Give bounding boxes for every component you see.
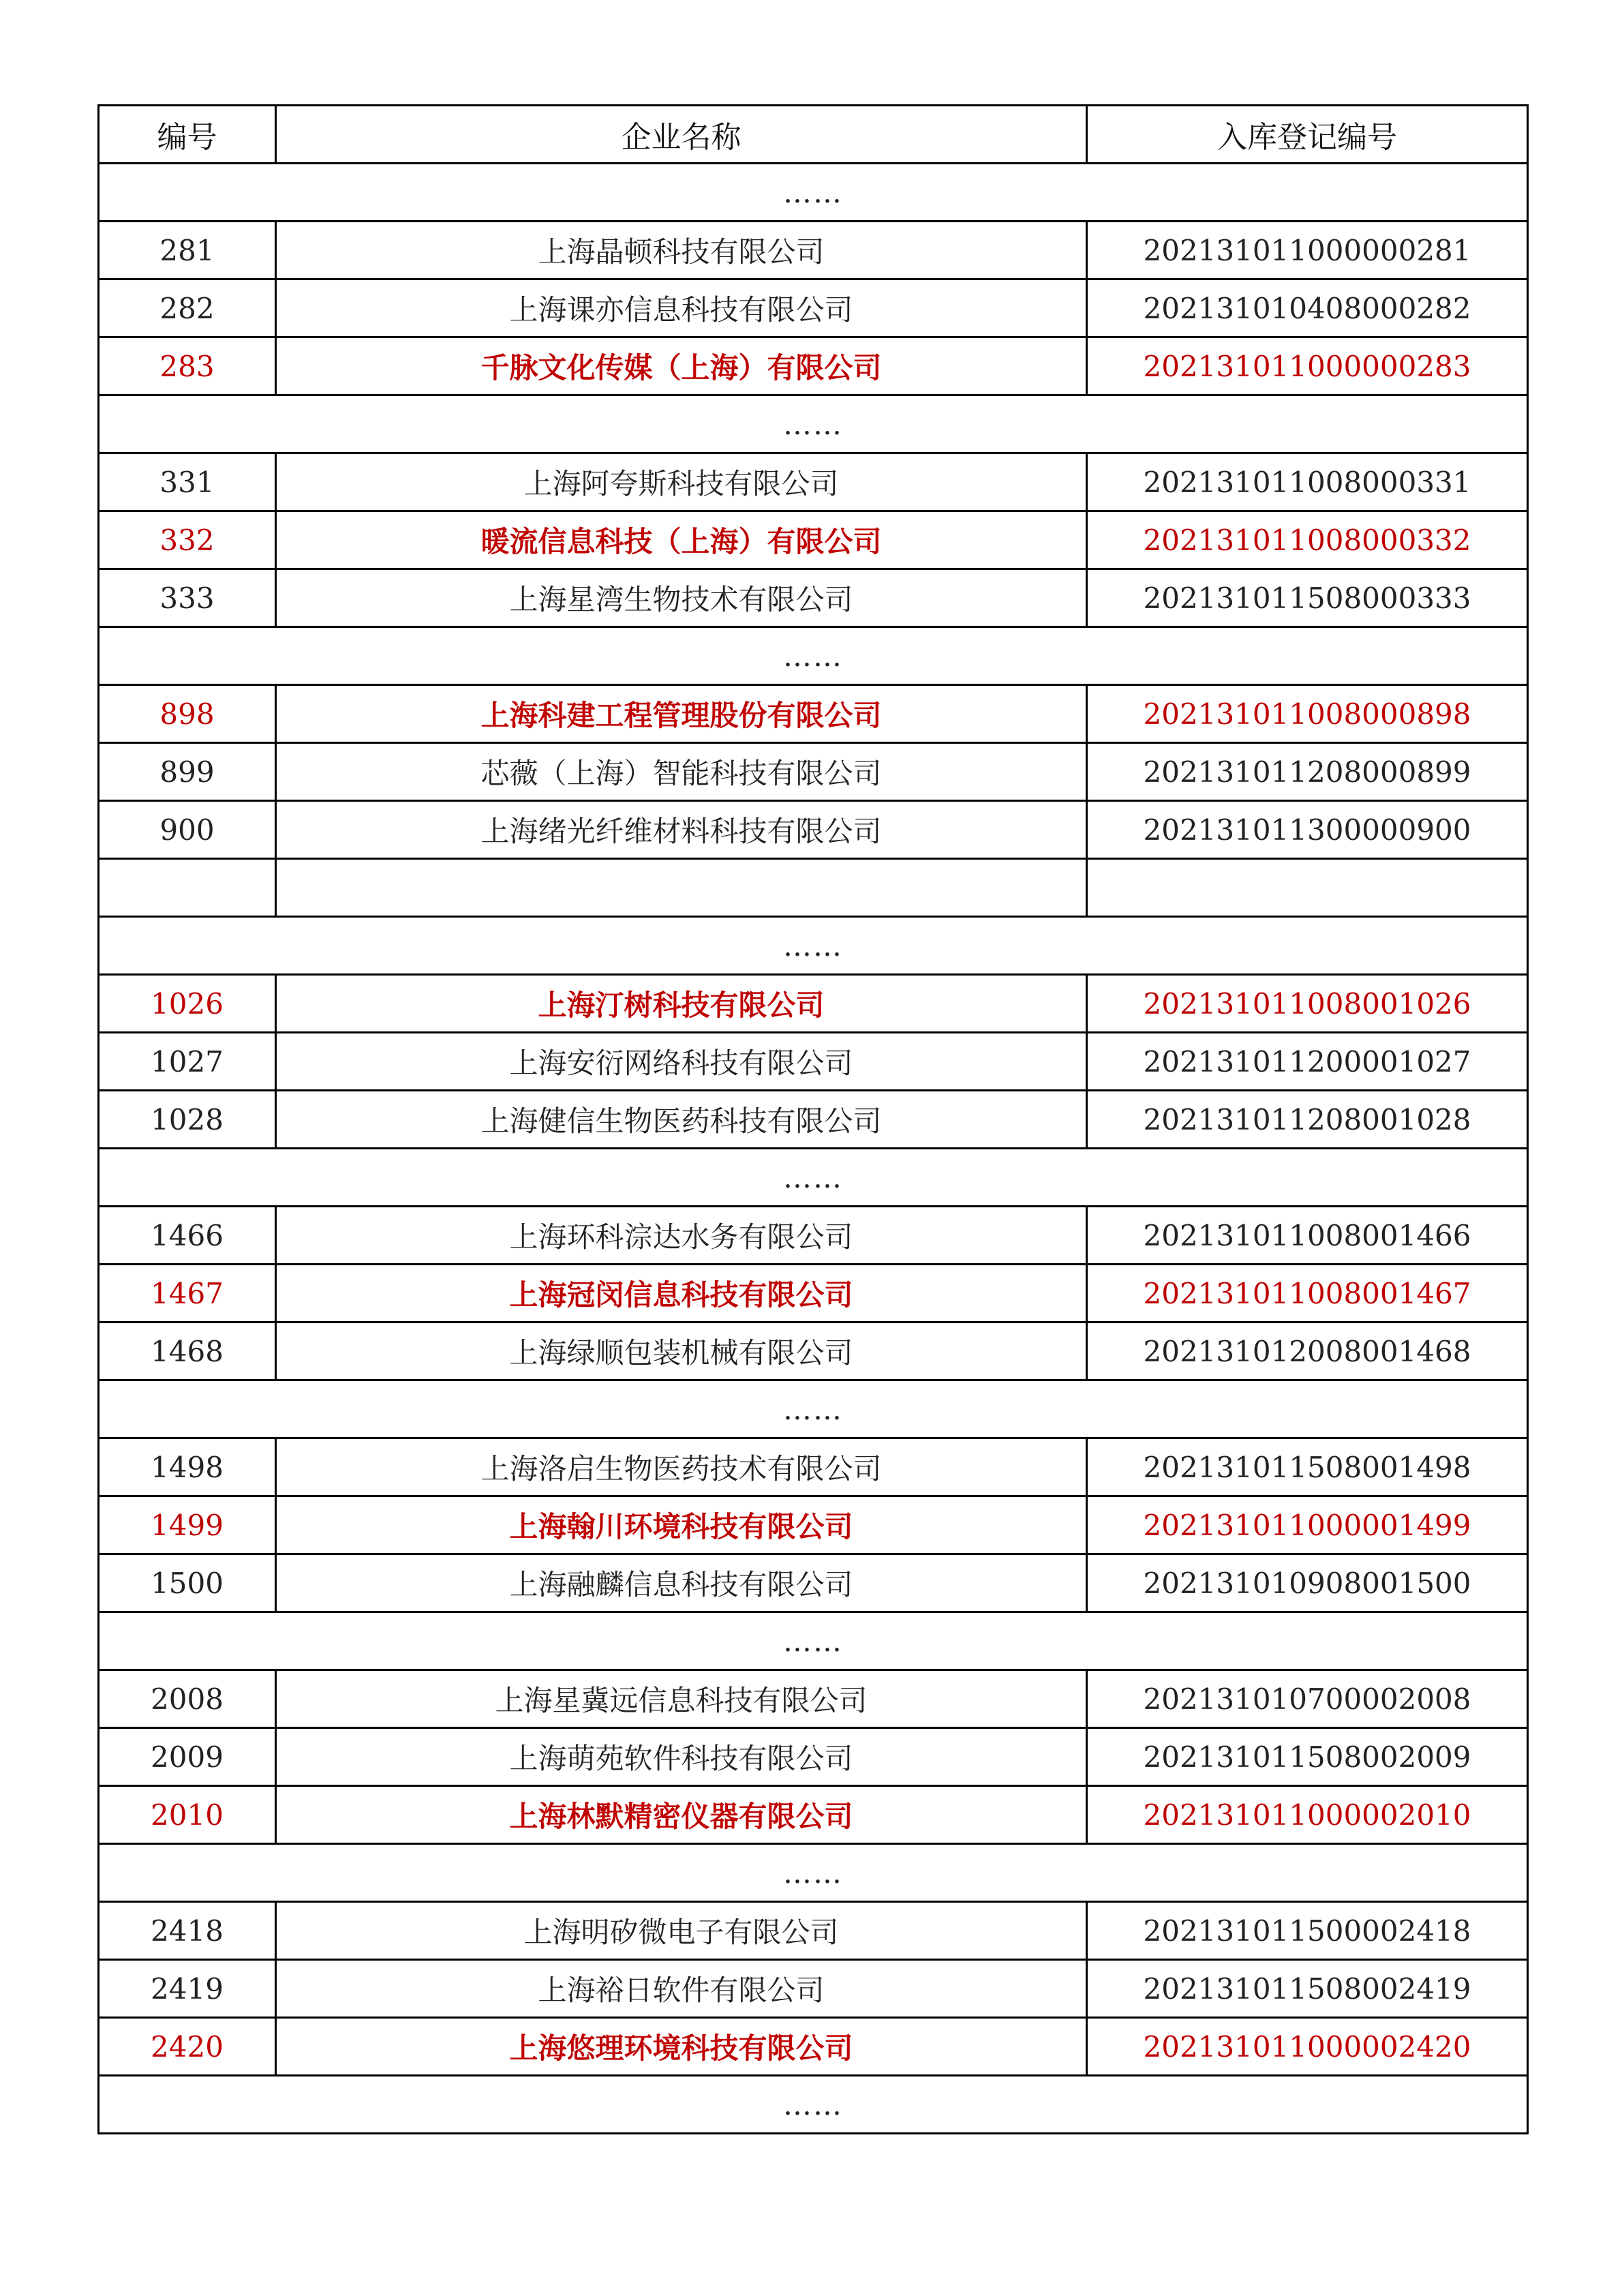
ellipsis-row [99, 395, 1528, 453]
cell-number: 1027 [99, 1033, 276, 1091]
cell-registration-number: 202131011508001498 [1087, 1438, 1528, 1496]
cell-company-name: 上海明矽微电子有限公司 [276, 1902, 1087, 1960]
cell-registration-number: 202131011208000899 [1087, 743, 1528, 801]
ellipsis-row [99, 1149, 1528, 1207]
ellipsis-cell: …… [99, 395, 1528, 453]
cell-registration-number: 202131011008001026 [1087, 975, 1528, 1033]
blank-row [99, 859, 1528, 917]
ellipsis-row [99, 1844, 1528, 1902]
cell-registration-number: 202131010700002008 [1087, 1670, 1528, 1728]
ellipsis-cell: …… [99, 2076, 1528, 2134]
cell-number: 282 [99, 280, 276, 337]
cell-registration-number: 202131011508002009 [1087, 1728, 1528, 1786]
ellipsis-cell: …… [99, 1380, 1528, 1438]
cell-registration-number: 202131011008001467 [1087, 1265, 1528, 1323]
cell-registration-number: 202131011500002418 [1087, 1902, 1528, 1960]
cell-number: 2010 [99, 1786, 276, 1844]
cell-number: 2008 [99, 1670, 276, 1728]
blank-cell [276, 859, 1087, 917]
cell-registration-number: 202131011008000332 [1087, 511, 1528, 569]
table-row [99, 743, 1528, 801]
cell-company-name: 千脉文化传媒（上海）有限公司 [276, 337, 1087, 395]
cell-registration-number: 202131011300000900 [1087, 801, 1528, 859]
ellipsis-row [99, 627, 1528, 685]
cell-company-name: 上海冠闵信息科技有限公司 [276, 1265, 1087, 1323]
table-row [99, 1728, 1528, 1786]
ellipsis-cell: …… [99, 627, 1528, 685]
cell-number: 1467 [99, 1265, 276, 1323]
cell-number: 2419 [99, 1960, 276, 2018]
table-row [99, 685, 1528, 743]
cell-number: 1468 [99, 1323, 276, 1380]
table-row [99, 1033, 1528, 1091]
cell-company-name: 上海萌苑软件科技有限公司 [276, 1728, 1087, 1786]
cell-number: 900 [99, 801, 276, 859]
ellipsis-row [99, 164, 1528, 222]
ellipsis-row [99, 2076, 1528, 2134]
table-row [99, 975, 1528, 1033]
cell-company-name: 上海融麟信息科技有限公司 [276, 1554, 1087, 1612]
cell-registration-number: 202131011008001466 [1087, 1207, 1528, 1265]
table-row [99, 1091, 1528, 1149]
cell-number: 2418 [99, 1902, 276, 1960]
cell-number: 281 [99, 222, 276, 280]
cell-registration-number: 202131011000000281 [1087, 222, 1528, 280]
table-row [99, 222, 1528, 280]
cell-company-name: 上海悠理环境科技有限公司 [276, 2018, 1087, 2076]
table-row [99, 1960, 1528, 2018]
cell-company-name: 上海安衍网络科技有限公司 [276, 1033, 1087, 1091]
header-company-name: 企业名称 [276, 106, 1087, 164]
cell-number: 1026 [99, 975, 276, 1033]
cell-registration-number: 202131011000002010 [1087, 1786, 1528, 1844]
ellipsis-cell: …… [99, 1612, 1528, 1670]
cell-company-name: 上海绿顺包装机械有限公司 [276, 1323, 1087, 1380]
ellipsis-row [99, 1380, 1528, 1438]
cell-number: 1466 [99, 1207, 276, 1265]
table-row [99, 1438, 1528, 1496]
cell-company-name: 上海阿夸斯科技有限公司 [276, 453, 1087, 511]
blank-cell [1087, 859, 1528, 917]
cell-registration-number: 202131011008000331 [1087, 453, 1528, 511]
cell-number: 2009 [99, 1728, 276, 1786]
ellipsis-row [99, 917, 1528, 975]
cell-number: 332 [99, 511, 276, 569]
cell-registration-number: 202131011200001027 [1087, 1033, 1528, 1091]
cell-number: 283 [99, 337, 276, 395]
cell-company-name: 上海科建工程管理股份有限公司 [276, 685, 1087, 743]
table-row [99, 1670, 1528, 1728]
ellipsis-cell: …… [99, 917, 1528, 975]
cell-number: 1499 [99, 1496, 276, 1554]
cell-company-name: 上海汀树科技有限公司 [276, 975, 1087, 1033]
cell-company-name: 上海健信生物医药科技有限公司 [276, 1091, 1087, 1149]
cell-number: 1500 [99, 1554, 276, 1612]
ellipsis-cell: …… [99, 164, 1528, 222]
table-row [99, 1786, 1528, 1844]
cell-company-name: 上海环科淙达水务有限公司 [276, 1207, 1087, 1265]
table-row [99, 1554, 1528, 1612]
ellipsis-row [99, 1612, 1528, 1670]
cell-registration-number: 202131011208001028 [1087, 1091, 1528, 1149]
table-row [99, 1902, 1528, 1960]
table-body [99, 164, 1528, 2134]
ellipsis-cell: …… [99, 1149, 1528, 1207]
cell-number: 899 [99, 743, 276, 801]
header-number: 编号 [99, 106, 276, 164]
cell-company-name: 上海洛启生物医药技术有限公司 [276, 1438, 1087, 1496]
cell-number: 331 [99, 453, 276, 511]
table-row [99, 1265, 1528, 1323]
ellipsis-cell: …… [99, 1844, 1528, 1902]
table-row [99, 1323, 1528, 1380]
cell-registration-number: 202131011508002419 [1087, 1960, 1528, 2018]
table-row [99, 801, 1528, 859]
header-row [99, 106, 1528, 164]
table-row [99, 280, 1528, 337]
table-row [99, 569, 1528, 627]
cell-registration-number: 202131010908001500 [1087, 1554, 1528, 1612]
cell-registration-number: 202131011000002420 [1087, 2018, 1528, 2076]
cell-number: 1028 [99, 1091, 276, 1149]
cell-registration-number: 202131011508000333 [1087, 569, 1528, 627]
cell-company-name: 上海星湾生物技术有限公司 [276, 569, 1087, 627]
blank-cell [99, 859, 276, 917]
table-row [99, 337, 1528, 395]
cell-number: 333 [99, 569, 276, 627]
table-row [99, 1496, 1528, 1554]
cell-registration-number: 202131012008001468 [1087, 1323, 1528, 1380]
cell-number: 2420 [99, 2018, 276, 2076]
cell-company-name: 暖流信息科技（上海）有限公司 [276, 511, 1087, 569]
cell-company-name: 上海课亦信息科技有限公司 [276, 280, 1087, 337]
cell-registration-number: 202131011000001499 [1087, 1496, 1528, 1554]
registry-table [97, 104, 1529, 2134]
cell-company-name: 上海翰川环境科技有限公司 [276, 1496, 1087, 1554]
cell-number: 898 [99, 685, 276, 743]
cell-registration-number: 202131010408000282 [1087, 280, 1528, 337]
cell-registration-number: 202131011000000283 [1087, 337, 1528, 395]
cell-registration-number: 202131011008000898 [1087, 685, 1528, 743]
table-row [99, 511, 1528, 569]
cell-company-name: 上海绪光纤维材料科技有限公司 [276, 801, 1087, 859]
cell-company-name: 上海晶顿科技有限公司 [276, 222, 1087, 280]
cell-company-name: 芯薇（上海）智能科技有限公司 [276, 743, 1087, 801]
header-registration-number: 入库登记编号 [1087, 106, 1528, 164]
cell-company-name: 上海林默精密仪器有限公司 [276, 1786, 1087, 1844]
cell-company-name: 上海裕日软件有限公司 [276, 1960, 1087, 2018]
table-row [99, 2018, 1528, 2076]
table-row [99, 453, 1528, 511]
cell-company-name: 上海星冀远信息科技有限公司 [276, 1670, 1087, 1728]
cell-number: 1498 [99, 1438, 276, 1496]
table-row [99, 1207, 1528, 1265]
